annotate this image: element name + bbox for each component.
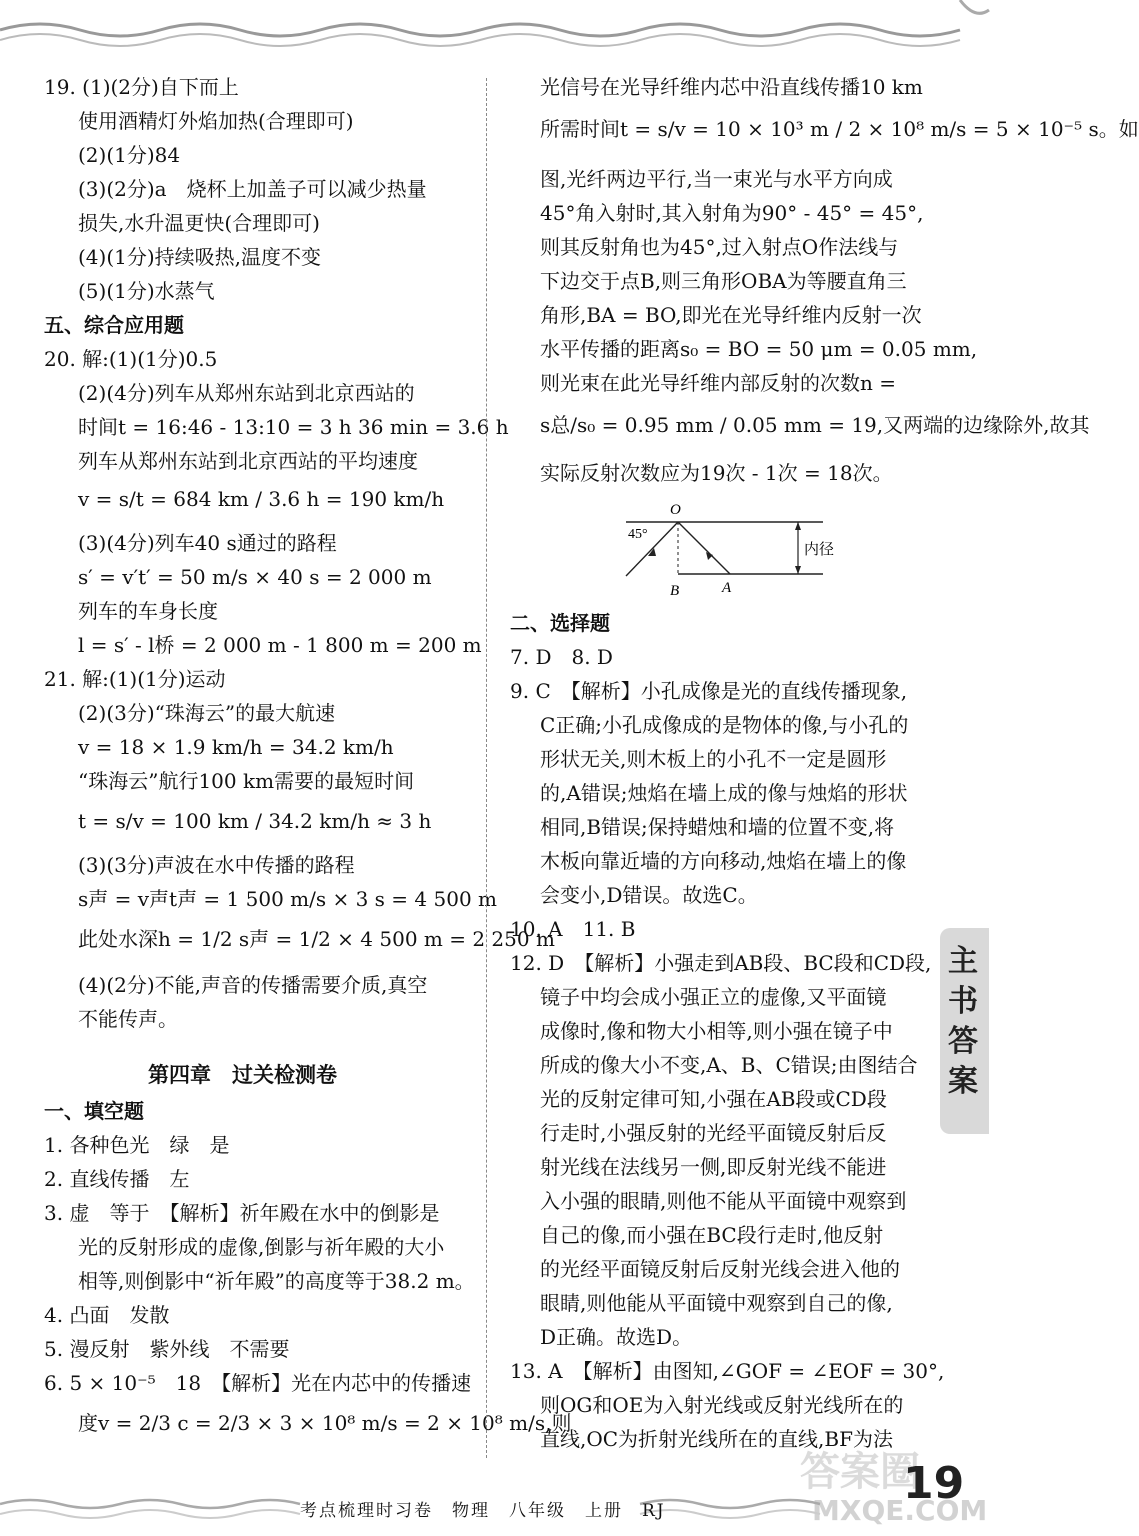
text-line: 射光线在法线另一侧,即反射光线不能进 xyxy=(540,1155,887,1179)
text-line: 21. 解:(1)(1分)运动 xyxy=(44,667,226,691)
text-line: 45°角入射时,其入射角为90° - 45° = 45°, xyxy=(540,201,924,225)
column-divider xyxy=(486,78,487,1458)
text-line: 自己的像,而小强在BC段行走时,他反射 xyxy=(540,1223,884,1247)
text-line: 则其反射角也为45°,过入射点O作法线与 xyxy=(540,235,899,259)
text-line: (2)(1分)84 xyxy=(78,143,181,167)
text-line: 度v = 2/3 c = 2/3 × 3 × 10⁸ m/s = 2 × 10⁸ m/s,则 xyxy=(78,1411,572,1435)
text-line: 时间t = 16:46 - 13:10 = 3 h 36 min = 3.6 h xyxy=(78,415,509,439)
watermark-url: MXQE.COM xyxy=(812,1494,988,1527)
section-heading: 二、选择题 xyxy=(510,611,610,635)
top-decoration xyxy=(0,0,989,56)
text-line: (3)(4分)列车40 s通过的路程 xyxy=(78,531,337,555)
text-line: 的,A错误;烛焰在墙上成的像与烛焰的形状 xyxy=(540,781,908,805)
text-line: 入小强的眼睛,则他不能从平面镜中观察到 xyxy=(540,1189,907,1213)
text-line: 实际反射次数应为19次 - 1次 = 18次。 xyxy=(540,461,893,485)
text-line: 所成的像大小不变,A、B、C错误;由图结合 xyxy=(540,1053,918,1077)
text-line: l = s′ - l桥 = 2 000 m - 1 800 m = 200 m xyxy=(78,633,482,657)
text-line: v = 18 × 1.9 km/h = 34.2 km/h xyxy=(78,735,394,759)
section-heading: 一、填空题 xyxy=(44,1099,144,1123)
text-line: C正确;小孔成像成的是物体的像,与小孔的 xyxy=(540,713,909,737)
text-line: (2)(3分)“珠海云”的最大航速 xyxy=(78,701,336,725)
text-line: (2)(4分)列车从郑州东站到北京西站的 xyxy=(78,381,415,405)
text-line: 下边交于点B,则三角形OBA为等腰直角三 xyxy=(540,269,907,293)
text-line: 6. 5 × 10⁻⁵ 18 【解析】光在内芯中的传播速 xyxy=(44,1371,472,1395)
text-line: 3. 虚 等于 【解析】祈年殿在水中的倒影是 xyxy=(44,1201,440,1225)
label-b: B xyxy=(670,583,680,599)
text-line: 图,光纤两边平行,当一束光与水平方向成 xyxy=(540,167,893,191)
text-line: 13. A 【解析】由图知,∠GOF = ∠EOF = 30°, xyxy=(510,1359,945,1383)
optical-fiber-figure xyxy=(618,500,858,600)
text-line: 12. D 【解析】小强走到AB段、BC段和CD段, xyxy=(510,951,932,975)
text-line: 4. 凸面 发散 xyxy=(44,1303,170,1327)
text-line: “珠海云”航行100 km需要的最短时间 xyxy=(78,769,415,793)
reflected-ray xyxy=(678,522,730,574)
text-line: 的光经平面镜反射后反射光线会进入他的 xyxy=(540,1257,900,1281)
text-line: 光的反射形成的虚像,倒影与祈年殿的大小 xyxy=(78,1235,445,1259)
text-line: 相同,B错误;保持蜡烛和墙的位置不变,将 xyxy=(540,815,895,839)
text-line: 5. 漫反射 紫外线 不需要 xyxy=(44,1337,290,1361)
side-tab: 主书答案 xyxy=(940,928,989,1134)
text-line: 光的反射定律可知,小强在AB段或CD段 xyxy=(540,1087,887,1111)
text-line: v = s/t = 684 km / 3.6 h = 190 km/h xyxy=(78,487,445,511)
text-line: 列车的车身长度 xyxy=(78,599,218,623)
text-line: 相等,则倒影中“祈年殿”的高度等于38.2 m。 xyxy=(78,1269,475,1293)
label-a: A xyxy=(722,580,732,596)
footer: 考点梳理时习卷 物理 八年级 上册 RJ xyxy=(300,1501,666,1521)
text-line: 损失,水升温更快(合理即可) xyxy=(78,211,320,235)
text-line: 则OG和OE为入射光线或反射光线所在的 xyxy=(540,1393,904,1417)
text-line: 直线,OC为折射光线所在的直线,BF为法 xyxy=(540,1427,893,1451)
text-line: 7. D 8. D xyxy=(510,645,613,669)
page-number: 19 xyxy=(903,1458,965,1509)
text-line: 列车从郑州东站到北京西站的平均速度 xyxy=(78,449,418,473)
text-line: 则光束在此光导纤维内部反射的次数n = xyxy=(540,371,896,395)
text-line: s声 = v声t声 = 1 500 m/s × 3 s = 4 500 m xyxy=(78,887,497,911)
text-line: 不能传声。 xyxy=(78,1007,178,1031)
text-line: 眼睛,则他能从平面镜中观察到自己的像, xyxy=(540,1291,893,1315)
text-line: 此处水深h = 1/2 s声 = 1/2 × 4 500 m = 2 250 m xyxy=(78,927,555,951)
text-line: 成像时,像和物大小相等,则小强在镜子中 xyxy=(540,1019,893,1043)
text-line: 19. (1)(2分)自下而上 xyxy=(44,75,239,99)
text-line: (3)(3分)声波在水中传播的路程 xyxy=(78,853,355,877)
text-line: 会变小,D错误。故选C。 xyxy=(540,883,758,907)
text-line: 2. 直线传播 左 xyxy=(44,1167,190,1191)
chapter-title: 第四章 过关检测卷 xyxy=(148,1063,337,1087)
text-line: (4)(2分)不能,声音的传播需要介质,真空 xyxy=(78,973,428,997)
text-line: 行走时,小强反射的光经平面镜反射后反 xyxy=(540,1121,887,1145)
text-line: 1. 各种色光 绿 是 xyxy=(44,1133,230,1157)
text-line: 角形,BA = BO,即光在光导纤维内反射一次 xyxy=(540,303,922,327)
text-line: 镜子中均会成小强正立的虚像,又平面镜 xyxy=(540,985,887,1009)
text-line: 光信号在光导纤维内芯中沿直线传播10 km xyxy=(540,75,923,99)
text-line: 形状无关,则木板上的小孔不一定是圆形 xyxy=(540,747,887,771)
text-line: (4)(1分)持续吸热,温度不变 xyxy=(78,245,322,269)
watermark: 答案圈 xyxy=(800,1449,920,1495)
label-o: O xyxy=(670,502,681,518)
text-line: 所需时间t = s/v = 10 × 10³ m / 2 × 10⁸ m/s = 5 × 10⁻⁵ s。如 xyxy=(540,117,1139,141)
section-heading: 五、综合应用题 xyxy=(44,313,184,337)
text-line: 使用酒精灯外焰加热(合理即可) xyxy=(78,109,354,133)
text-line: 10. A 11. B xyxy=(510,917,636,941)
text-line: s总/s₀ = 0.95 mm / 0.05 mm = 19,又两端的边缘除外,故其 xyxy=(540,413,1090,437)
text-line: 20. 解:(1)(1分)0.5 xyxy=(44,347,218,371)
text-line: s′ = v′t′ = 50 m/s × 40 s = 2 000 m xyxy=(78,565,432,589)
text-line: 木板向靠近墙的方向移动,烛焰在墙上的像 xyxy=(540,849,907,873)
text-line: 9. C 【解析】小孔成像是光的直线传播现象, xyxy=(510,679,908,703)
label-angle: 45° xyxy=(628,527,648,542)
text-line: (5)(1分)水蒸气 xyxy=(78,279,215,303)
text-line: D正确。故选D。 xyxy=(540,1325,693,1349)
label-diameter: 内径 xyxy=(804,542,835,558)
text-line: 水平传播的距离s₀ = BO = 50 μm = 0.05 mm, xyxy=(540,337,978,361)
text-line: (3)(2分)a 烧杯上加盖子可以减少热量 xyxy=(78,177,427,201)
text-line: t = s/v = 100 km / 34.2 km/h ≈ 3 h xyxy=(78,809,432,833)
